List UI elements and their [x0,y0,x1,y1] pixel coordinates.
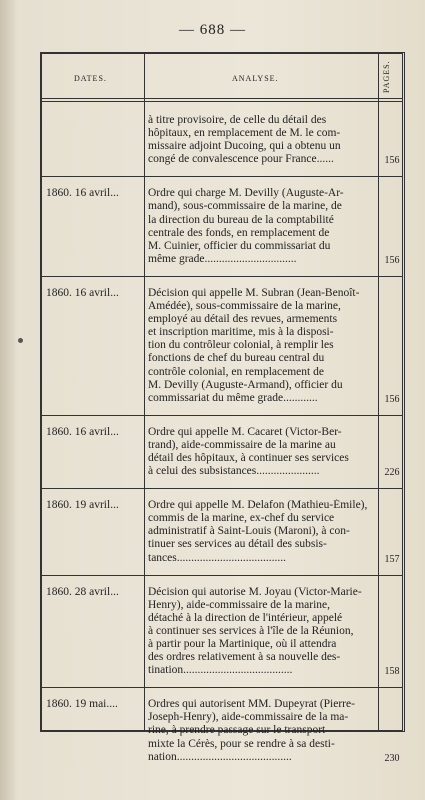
analysis-line: la direction du bureau de la comptabilité [148,213,334,226]
analysis-line: fonctions de chef du bureau central du [148,352,325,365]
analysis-line: détaché à la direction de l'intérieur, appelé [148,611,343,624]
analysis-line: mixte la Cérès, pour se rendre à sa desti- [148,737,335,750]
entry-page-ref: 226 [384,467,400,479]
analysis-line: missaire adjoint Ducoing, qui a obtenu un [148,140,341,153]
analysis-line: Ordre qui appelle M. Delafon (Mathieu-Émile), [148,499,368,512]
entry-page-ref: 156 [384,155,400,167]
entry-row [42,114,403,166]
entry-row [42,698,403,763]
entry-row [42,187,403,266]
entry-separator [42,687,403,688]
analysis-line: à titre provisoire, de celle du détail des [148,114,327,126]
entry-row [42,287,403,405]
analysis-line: Ordre qui charge M. Devilly (Auguste-Ar- [148,187,344,200]
analysis-line: détail des hôpitaux, à continuer ses services [148,451,349,464]
table-frame [40,52,405,764]
analysis-line: contrôle colonial, en remplacement de [148,365,324,378]
entry-date: 1860. 16 avril... [46,187,119,200]
entry-analysis [148,586,375,678]
analysis-line: tinuer ses services au détail des subsis- [148,538,327,551]
analysis-line: centrale des fonds, en remplacement de [148,226,330,239]
entry-analysis [148,426,375,478]
margin-ink-dot [18,338,23,343]
analysis-line: Décision qui autorise M. Joyau (Victor-Marie- [148,585,362,598]
entries-list [42,114,403,774]
header-dates: DATES. [74,74,107,83]
analysis-line: nation........................................ [148,750,292,763]
analysis-line: rine, à prendre passage sur le transport [148,724,326,737]
header-pages: PAGES. [382,60,391,94]
analysis-line: Décision qui appelle M. Subran (Jean-Benoît- [148,286,360,299]
analysis-line: M. Devilly (Auguste-Armand), officier du [148,378,343,391]
analysis-line: commis de la marine, ex-chef du service [148,512,335,525]
entry-separator [42,415,403,416]
header-rule-bottom [42,101,402,102]
entry-date: 1860. 28 avril... [46,585,119,598]
analysis-line: trand), aide-commissaire de la marine au [148,438,336,451]
entry-page-ref: 230 [384,752,400,764]
entry-date: 1860. 16 avril... [46,425,119,438]
page-number: — 688 — [179,22,246,38]
entry-row [42,586,403,678]
analysis-line: à celui des subsistances...................... [148,465,320,478]
entry-page-ref: 156 [384,254,400,266]
analysis-line: administratif à Saint-Louis (Maroni), à con- [148,525,350,538]
analysis-line: congé de convalescence pour France...... [148,153,334,166]
entry-analysis [148,187,375,266]
analysis-line: à partir pour la Martinique, où il attendra [148,638,337,650]
analysis-line: à continuer ses services à l'île de la Réunion, [148,624,354,637]
analysis-line: employé au détail des revues, armements [148,313,338,326]
analysis-line: Ordre qui appelle M. Cacaret (Victor-Ber- [148,425,342,438]
entry-separator [42,488,403,489]
entry-page-ref: 156 [384,393,400,405]
analysis-line: des ordres relativement à sa nouvelle des- [148,651,341,664]
analysis-line: mand), sous-commissaire de la marine, de [148,200,342,213]
analysis-line: Ordres qui autorisent MM. Dupeyrat (Pierre- [148,698,355,711]
analysis-line: tination...................................... [148,664,293,677]
analysis-line: Joseph-Henry), aide-commissaire de la ma- [148,711,349,724]
entry-page-ref: 157 [384,553,400,565]
analysis-line: tion du contrôleur colonial, à remplir les [148,339,334,352]
entry-date: 1860. 19 mai.... [46,698,118,711]
entry-analysis [148,114,375,166]
entry-separator [42,276,403,277]
header-analyse: ANALYSE. [232,74,279,83]
analysis-line: et inscription maritime, mis à la disposi- [148,326,334,339]
entry-page-ref: 158 [384,666,400,678]
entry-date: 1860. 19 avril... [46,499,119,512]
entry-date: 1860. 16 avril... [46,286,119,299]
entry-row [42,426,403,478]
header-rule-top [42,98,402,99]
entry-analysis [148,698,375,763]
entry-separator [42,575,403,576]
analysis-line: même grade................................ [148,252,297,265]
analysis-line: M. Cuinier, officier du commissariat du [148,239,331,252]
analysis-line: Henry), aide-commissaire de la marine, [148,598,331,611]
analysis-line: hôpitaux, en remplacement de M. le com- [148,127,341,140]
analysis-line: commissariat du même grade............ [148,391,318,404]
entry-row [42,499,403,564]
analysis-line: tances...................................... [148,551,286,564]
entry-analysis [148,287,375,405]
entry-separator [42,176,403,177]
entry-analysis [148,499,375,564]
analysis-line: Amédée), sous-commissaire de la marine, [148,300,341,313]
